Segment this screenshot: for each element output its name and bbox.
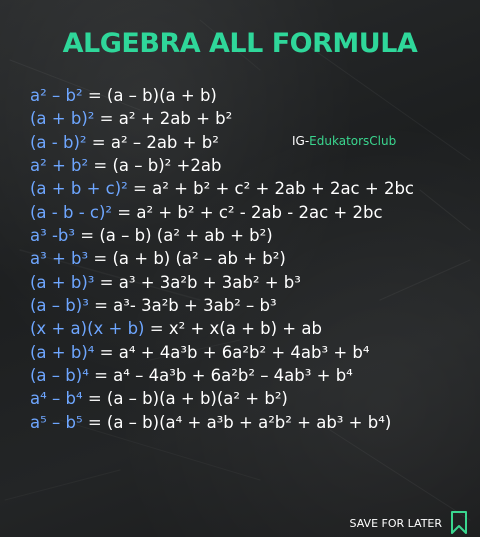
formula-rhs: x² + x(a + b) + ab: [168, 319, 322, 339]
formula-lhs: a³ -b³: [30, 226, 76, 246]
formula-row: [30, 341, 475, 364]
formula-lhs: (a + b + c)²: [30, 179, 128, 199]
formula-equals: =: [93, 156, 108, 176]
formula-row: [30, 387, 475, 410]
formula-rhs: a² + 2ab + b²: [118, 109, 233, 129]
formula-lhs: (a + b)²: [30, 109, 95, 129]
formula-lhs: (a + b)⁴: [30, 342, 95, 362]
formula-row: [30, 201, 475, 224]
formula-row: [30, 364, 475, 387]
formula-rhs: a³ + 3a²b + 3ab² + b³: [118, 272, 301, 292]
formula-rhs: (a – b)(a + b): [106, 86, 217, 105]
page-title: ALGEBRA ALL FORMULA: [62, 28, 418, 59]
save-for-later-button[interactable]: [350, 511, 468, 535]
formula-lhs: a⁴ – b⁴: [30, 389, 83, 409]
formula-equals: =: [99, 109, 114, 129]
formula-equals: =: [80, 226, 95, 246]
formula-rhs: (a – b)(a + b)(a² + b²): [106, 389, 288, 409]
formula-lhs: (a - b)²: [30, 132, 87, 152]
formula-equals: =: [149, 319, 164, 339]
formula-row: [30, 411, 475, 434]
formula-row: [30, 247, 475, 270]
formula-lhs: a⁵ – b⁵: [30, 412, 83, 432]
formula-rhs: a³- 3a²b + 3ab² – b³: [113, 296, 277, 316]
formula-row: [30, 84, 475, 107]
formula-lhs: (a – b)³: [30, 296, 89, 316]
formula-rhs: a² + b² + c² - 2ab - 2ac + 2bc: [136, 202, 383, 222]
formula-row: [30, 224, 475, 247]
formula-lhs: (a + b)³: [30, 272, 95, 292]
formula-rhs: a² – 2ab + b²: [110, 132, 219, 152]
formula-equals: =: [91, 132, 106, 152]
formula-equals: =: [99, 272, 114, 292]
formula-lhs: (x + a)(x + b): [30, 319, 145, 339]
formula-equals: =: [93, 249, 108, 269]
formula-equals: =: [133, 179, 147, 199]
formula-row: [30, 107, 475, 130]
formula-equals: =: [94, 366, 108, 386]
formula-rhs: (a – b)(a⁴ + a³b + a²b² + ab³ + b⁴): [106, 412, 392, 432]
formula-lhs: a² – b²: [30, 86, 83, 105]
formula-rhs: a⁴ – 4a³b + 6a²b² – 4ab³ + b⁴: [113, 366, 353, 386]
formula-rhs: a⁴ + 4a³b + 6a²b² + 4ab³ + b⁴: [118, 342, 370, 362]
watermark-handle: EdukatorsClub: [309, 134, 397, 148]
formula-lhs: a² + b²: [30, 156, 89, 176]
bookmark-icon: [450, 511, 468, 535]
formula-row: [30, 271, 475, 294]
formula-row: [30, 317, 475, 340]
formula-equals: =: [99, 342, 114, 362]
formula-equals: =: [87, 412, 102, 432]
formula-lhs: a³ + b³: [30, 249, 89, 269]
formula-rhs: (a – b)² +2ab: [112, 156, 222, 176]
formula-lhs: (a – b)⁴: [30, 366, 89, 386]
watermark-prefix: IG-: [292, 134, 310, 148]
save-for-later-label: SAVE FOR LATER: [349, 516, 442, 530]
formula-rhs: (a + b) (a² – ab + b²): [112, 249, 286, 269]
formula-rhs: (a – b) (a² + ab + b²): [99, 226, 273, 246]
formula-rhs: a² + b² + c² + 2ab + 2ac + 2bc: [152, 179, 414, 199]
formula-equals: =: [87, 86, 102, 105]
formula-list: [30, 84, 475, 434]
formula-equals: =: [94, 296, 108, 316]
formula-row: [30, 294, 475, 317]
formula-row: [30, 131, 475, 154]
formula-row: [30, 177, 475, 200]
formula-equals: =: [117, 202, 132, 222]
formula-row: [30, 154, 475, 177]
formula-equals: =: [87, 389, 102, 409]
formula-lhs: (a - b - c)²: [30, 202, 113, 222]
